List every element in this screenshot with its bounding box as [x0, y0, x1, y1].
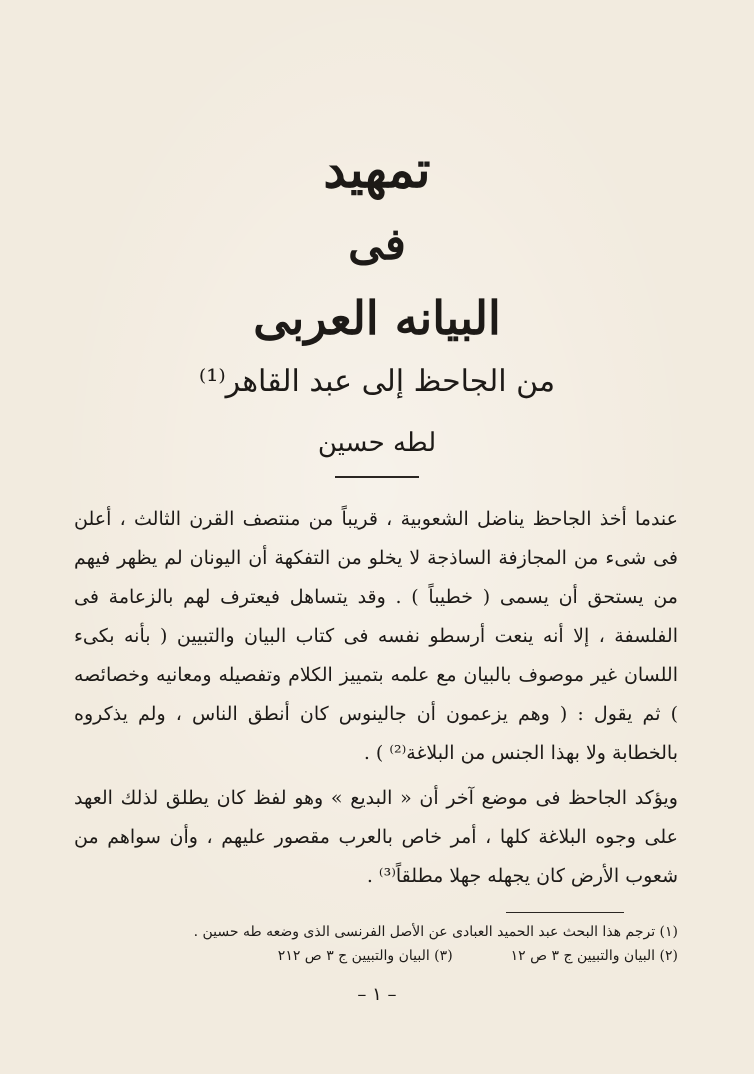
footnote-divider	[506, 912, 624, 913]
author-divider	[335, 476, 419, 478]
author-line: لطه حسين	[317, 428, 437, 458]
footnotes	[74, 920, 678, 968]
footnote-3: (٣) البيان والتبيين ج ٣ ص ٢١٢	[277, 948, 453, 964]
footnote-1: (١) ترجم هذا البحث عبد الحميد العبادى عن الأصل الفرنسى الذى وضعه طه حسين .	[193, 924, 678, 940]
chapter-title: تمهيد	[323, 140, 431, 199]
page-number: – ١ –	[357, 984, 397, 1005]
chapter-range: من الجاحظ إلى عبد القاهر⁽¹⁾	[198, 364, 556, 399]
footnote-row-2	[74, 944, 678, 968]
paragraph-1: عندما أخذ الجاحظ يناضل الشعوبية ، قريباً من منتصف القرن الثالث ، أعلن فى شىء من المجازفة الساذجة لا يخلو من التفكهة أن اليونان لم يظهر فيهم من يستحق أن يسمى ( خطيباً ) . وقد يتساهل فيعترف لهم بالزعامة فى الفلسفة ، إلا أنه ينعت أرسطو نفسه فى كتاب البيان والتبيين ( بأنه بكىء اللسان غير موصوف بالبيان مع علمه بتمييز الكلام وتفصيله ومعانيه وخصائصه ) ثم يقول : ( وهم يزعمون أن جالينوس كان أنطق الناس ، ولم يذكروه بالخطابة ولا بهذا الجنس من البلاغة⁽²⁾ ) .	[74, 508, 678, 764]
paragraph-2: ويؤكد الجاحظ فى موضع آخر أن « البديع » وهو لفظ كان يطلق لذلك العهد على وجوه البلاغة كلها ، أمر خاص بالعرب مقصور عليهم ، وأن سواهم من شعوب الأرض كان يجهله جهلا مطلقاً⁽³⁾ .	[74, 787, 678, 887]
main-text	[74, 500, 678, 896]
chapter-header	[0, 140, 754, 478]
footnote-2: (٢) البيان والتبيين ج ٣ ص ١٢	[510, 948, 678, 964]
chapter-preposition: فى	[348, 219, 406, 270]
chapter-subject: البيانه العربى	[253, 291, 501, 345]
